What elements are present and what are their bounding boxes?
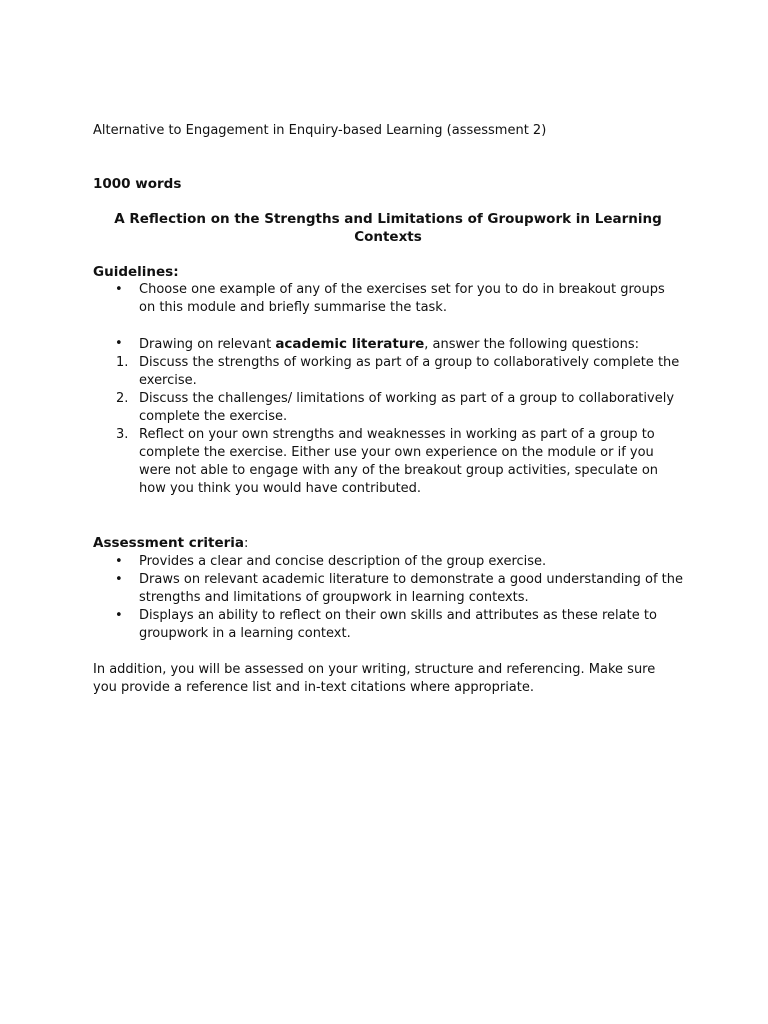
guidelines-heading: Guidelines:	[93, 264, 179, 280]
question-text: Discuss the strengths of working as part of a group to collaboratively complete the exercise.	[139, 355, 680, 388]
guideline-emphasis: academic literature	[275, 336, 425, 352]
list-item	[93, 426, 683, 498]
guideline-text: Choose one example of any of the exercises set for you to do in breakout groups on this module and briefly summarise the task.	[139, 282, 665, 315]
list-item	[93, 335, 683, 354]
document-subtitle: Alternative to Engagement in Enquiry-based Learning (assessment 2)	[93, 123, 547, 138]
list-item	[93, 354, 683, 390]
list-item	[93, 390, 683, 426]
criteria-list	[93, 553, 683, 643]
bullet-icon: •	[115, 554, 123, 569]
criteria-text: Displays an ability to reflect on their own skills and attributes as these relate to groupwork in a learning context.	[139, 608, 657, 641]
guidelines-list	[93, 281, 683, 354]
criteria-heading-colon: :	[244, 536, 249, 551]
document-page	[93, 122, 683, 697]
question-number: 2.	[116, 391, 129, 406]
bullet-icon: •	[115, 572, 123, 587]
list-item	[93, 607, 683, 643]
questions-list	[93, 354, 683, 498]
list-item	[93, 553, 683, 571]
question-number: 1.	[116, 355, 129, 370]
bullet-icon: •	[115, 336, 123, 351]
word-count: 1000 words	[93, 176, 182, 192]
list-item	[93, 281, 683, 317]
criteria-heading	[93, 534, 683, 553]
guideline-text-after: , answer the following questions:	[424, 337, 639, 352]
list-item	[93, 571, 683, 607]
question-text: Discuss the challenges/ limitations of working as part of a group to collaboratively complete the exercise.	[139, 391, 675, 424]
document-title: A Reflection on the Strengths and Limitations of Groupwork in Learning Contexts	[114, 211, 662, 245]
criteria-heading-label: Assessment criteria	[93, 535, 245, 551]
closing-paragraph: In addition, you will be assessed on your writing, structure and referencing. Make sure you provide a reference list and in-text citations where appropriate.	[93, 662, 656, 695]
question-text: Reflect on your own strengths and weaknesses in working as part of a group to complete the exercise. Either use your own experience on the module or if you were not able to engage with any of the breakout group activities, speculate on how you think you would have contributed.	[139, 427, 659, 496]
bullet-icon: •	[115, 608, 123, 623]
question-number: 3.	[116, 427, 129, 442]
guideline-text-before: Drawing on relevant	[139, 337, 276, 352]
criteria-text: Provides a clear and concise description of the group exercise.	[139, 554, 547, 569]
bullet-icon: •	[115, 282, 123, 297]
criteria-text: Draws on relevant academic literature to demonstrate a good understanding of the strengths and limitations of groupwork in learning contexts.	[139, 572, 683, 605]
